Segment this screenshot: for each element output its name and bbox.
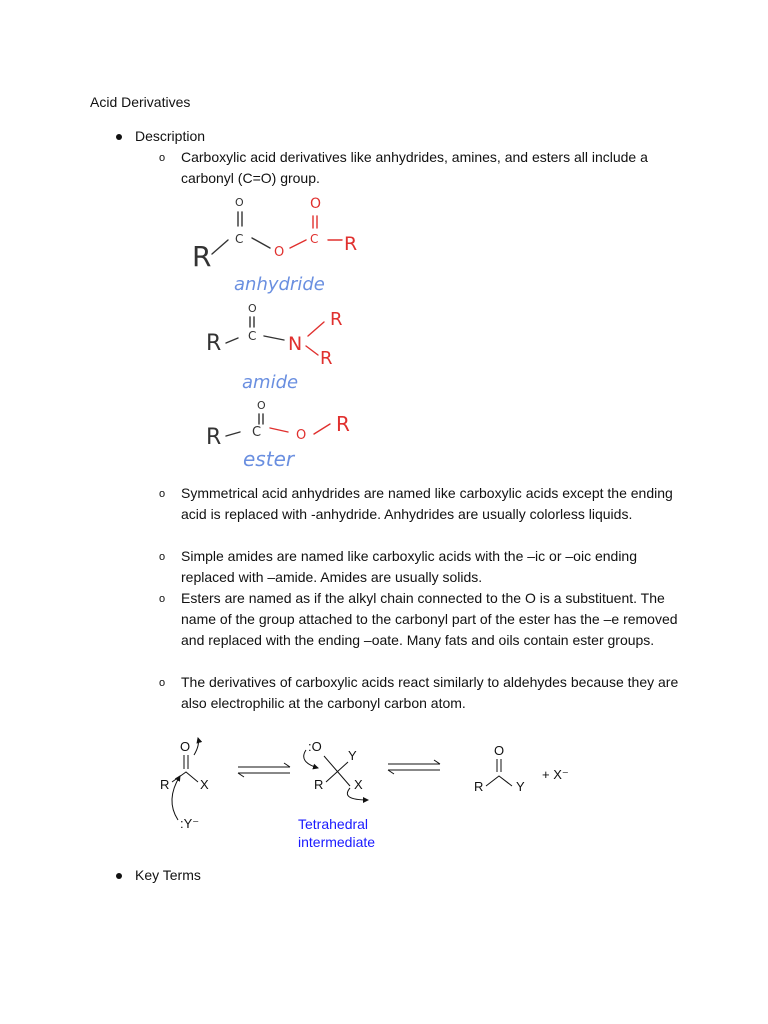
- intermediate-caption: intermediate: [298, 834, 376, 850]
- structure-caption: ester: [243, 447, 295, 471]
- structure-caption: anhydride: [234, 274, 325, 295]
- atom-label: Y: [516, 779, 525, 794]
- atom-label: Y: [348, 748, 357, 763]
- atom-label: R: [206, 425, 222, 450]
- atom-label: O: [235, 196, 244, 209]
- atom-label: R: [344, 233, 358, 255]
- atom-label: + X⁻: [542, 767, 569, 782]
- atom-label: O: [310, 196, 322, 212]
- atom-label: O: [257, 399, 266, 412]
- atom-label: X: [354, 777, 363, 792]
- atom-label: R: [314, 777, 324, 792]
- atom-label: :Y⁻: [180, 816, 200, 831]
- atom-label: :O: [308, 739, 322, 754]
- atom-label: R: [320, 348, 333, 369]
- list-item-text: Simple amides are named like carboxylic acids with the –ic or –oic ending replaced with –amide. Amides are usually solids.: [181, 548, 637, 585]
- intermediate-caption: Tetrahedral: [298, 816, 369, 832]
- atom-label: X: [200, 777, 209, 792]
- atom-label: O: [248, 302, 257, 315]
- atom-label: O: [296, 428, 307, 443]
- atom-label: R: [330, 309, 343, 330]
- equilibrium-arrow: [388, 760, 440, 774]
- structure-caption: amide: [242, 372, 299, 393]
- atom-label: O: [494, 743, 505, 758]
- atom-label: R: [206, 331, 222, 356]
- intermediate-structure: [304, 739, 368, 800]
- section-label: Key Terms: [135, 867, 201, 883]
- atom-label: C: [310, 232, 319, 246]
- sub-bullet-icon: o: [159, 677, 166, 689]
- list-item-text: Esters are named as if the alkyl chain connected to the O is a substituent. The name of the group attached to the carbonyl part of the ester has the –e removed and replaced with the ending –oate. Many fats and oils contain ester groups.: [181, 590, 678, 648]
- bullet-dot: [116, 873, 122, 879]
- atom-label: C: [235, 232, 244, 246]
- product-structure: [474, 743, 569, 794]
- page-title: Acid Derivatives: [90, 94, 191, 110]
- atom-label: O: [180, 739, 191, 754]
- sub-bullet-icon: o: [159, 488, 166, 500]
- reactant-structure: [160, 738, 209, 831]
- atom-label: N: [288, 333, 303, 355]
- equilibrium-arrow: [238, 763, 290, 777]
- list-item-text: Carboxylic acid derivatives like anhydrides, amines, and esters all include a carbonyl (C=O) group.: [181, 149, 648, 186]
- atom-label: R: [160, 777, 170, 792]
- section-label: Description: [135, 128, 206, 144]
- atom-label: R: [192, 240, 212, 273]
- atom-label: R: [474, 779, 484, 794]
- sub-bullet-icon: o: [159, 551, 166, 563]
- sub-bullet-icon: o: [159, 593, 166, 605]
- atom-label: R: [336, 412, 350, 436]
- atom-label: C: [248, 329, 257, 343]
- list-item-text: Symmetrical acid anhydrides are named like carboxylic acids except the ending acid is replaced with -anhydride. Anhydrides are usually colorless liquids.: [181, 485, 673, 522]
- list-item-text: The derivatives of carboxylic acids react similarly to aldehydes because they are also electrophilic at the carbonyl carbon atom.: [181, 674, 679, 711]
- atom-label: C: [252, 425, 262, 440]
- sub-bullet-icon: o: [159, 152, 166, 164]
- atom-label: O: [274, 245, 285, 260]
